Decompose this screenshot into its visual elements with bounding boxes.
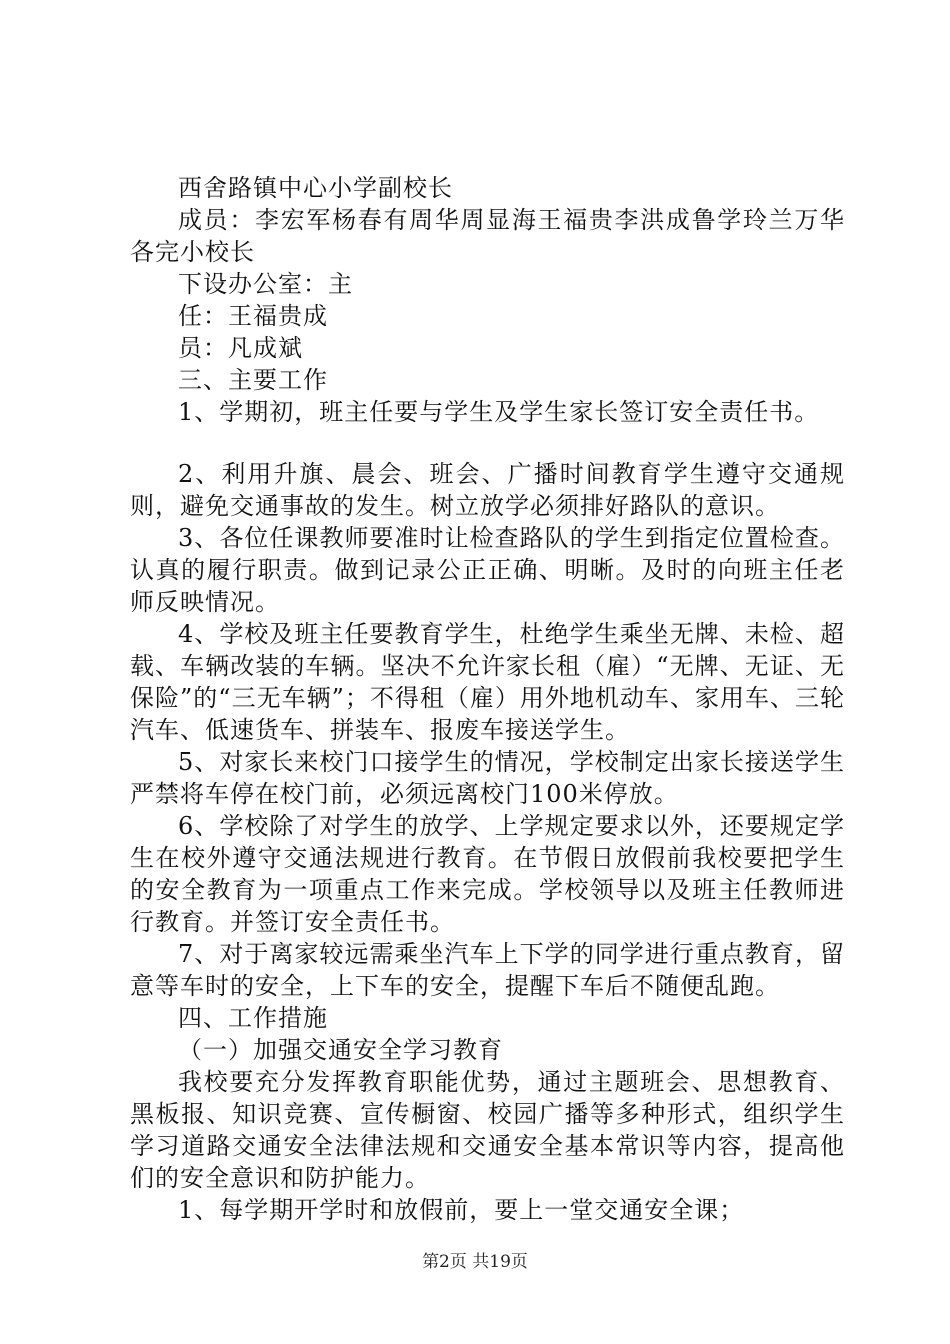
section-heading-main-work: 三、主要工作 — [178, 366, 328, 394]
paragraph-director: 任：王福贵成 — [178, 302, 328, 330]
paragraph-item-5: 5、对家长来校门口接学生的情况，学校制定出家长接送学生严禁将车停在校门前，必须远离校门100米停放。 — [130, 748, 845, 808]
section-heading-measures: 四、工作措施 — [178, 1004, 328, 1032]
paragraph-measure-1: 1、每学期开学时和放假前，要上一堂交通安全课； — [178, 1196, 745, 1224]
paragraph-education-body: 我校要充分发挥教育职能优势，通过主题班会、思想教育、黑板报、知识竞赛、宣传橱窗、校园广播等多种形式，组织学生学习道路交通安全法律法规和交通安全基本常识等内容，提高他们的安全意识和防护能力。 — [130, 1068, 845, 1192]
paragraph-staff: 员：凡成斌 — [178, 334, 303, 362]
document-body — [130, 172, 845, 1226]
blank-gap — [130, 428, 845, 458]
paragraph-school-title: 西舍路镇中心小学副校长 — [178, 174, 453, 202]
page-number-footer: 第2页 共19页 — [422, 1252, 528, 1272]
paragraph-item-3: 3、各位任课教师要准时让检查路队的学生到指定位置检查。认真的履行职责。做到记录公正正确、明晰。及时的向班主任老师反映情况。 — [130, 524, 845, 616]
paragraph-item-6: 6、学校除了对学生的放学、上学规定要求以外，还要规定学生在校外遵守交通法规进行教育。在节假日放假前我校要把学生的安全教育为一项重点工作来完成。学校领导以及班主任教师进行教育。并签订安全责任书。 — [130, 812, 845, 936]
paragraph-item-1: 1、学期初，班主任要与学生及学生家长签订安全责任书。 — [178, 398, 820, 426]
paragraph-item-7: 7、对于离家较远需乘坐汽车上下学的同学进行重点教育，留意等车时的安全，上下车的安全，提醒下车后不随便乱跑。 — [130, 940, 845, 1000]
paragraph-members: 成员：李宏军杨春有周华周显海王福贵李洪成鲁学玲兰万华各完小校长 — [130, 206, 845, 266]
subsection-heading-education: （一）加强交通安全学习教育 — [178, 1036, 503, 1064]
paragraph-office: 下设办公室：主 — [178, 270, 353, 298]
paragraph-item-2: 2、利用升旗、晨会、班会、广播时间教育学生遵守交通规则，避免交通事故的发生。树立放学必须排好路队的意识。 — [130, 460, 845, 520]
paragraph-item-4: 4、学校及班主任要教育学生，杜绝学生乘坐无牌、未检、超载、车辆改装的车辆。坚决不允许家长租（雇）“无牌、无证、无保险”的“三无车辆”；不得租（雇）用外地机动车、家用车、三轮汽车、低速货车、拼装车、报废车接送学生。 — [130, 620, 845, 744]
